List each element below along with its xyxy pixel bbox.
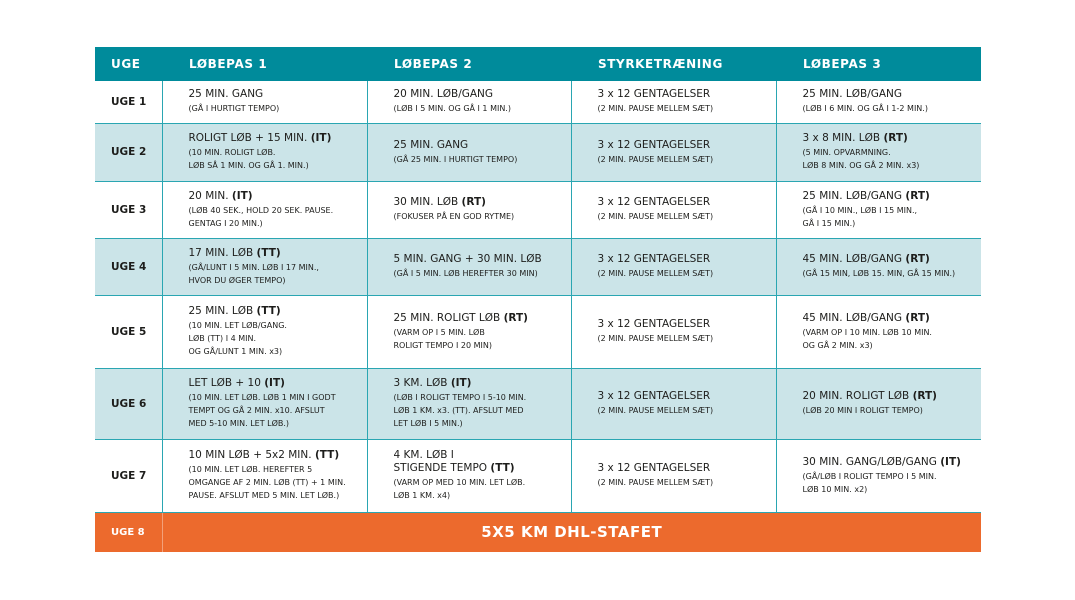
header-run-2: LØBEPAS 2 bbox=[394, 57, 473, 71]
workout-details: (GÅ 15 MIN, LØB 15. MIN, GÅ 15 MIN.) bbox=[802, 269, 956, 278]
workout-name: 30 MIN. LØB bbox=[393, 196, 459, 208]
workout-title bbox=[803, 390, 976, 403]
workout-title bbox=[189, 88, 361, 101]
week-label: UGE 1 bbox=[95, 81, 162, 123]
workout-details: (GÅ I 10 MIN., LØB I 15 MIN., GÅ I 15 MIN.) bbox=[802, 205, 918, 228]
workout-title bbox=[394, 196, 565, 209]
workout-title bbox=[803, 312, 976, 325]
workout-type-tag: (RT) bbox=[905, 189, 930, 202]
workout-details: (GÅ/LUNT I 5 MIN. LØB I 17 MIN., HVOR DU ØGER TEMPO) bbox=[188, 262, 319, 285]
workout-title bbox=[189, 377, 361, 390]
workout-type-tag: (RT) bbox=[503, 311, 528, 324]
workout-details: (2 MIN. PAUSE MELLEM SÆT) bbox=[597, 154, 714, 164]
cell-run-1 bbox=[162, 439, 367, 512]
week-label: UGE 4 bbox=[95, 238, 162, 295]
workout-details: (GÅ I HURTIGT TEMPO) bbox=[188, 104, 280, 114]
workout-title bbox=[394, 449, 565, 475]
workout-title bbox=[598, 390, 770, 403]
workout-name: 25 MIN. LØB/GANG bbox=[802, 88, 903, 101]
workout-name: ROLIGT LØB + 15 MIN. bbox=[188, 132, 308, 144]
table-row bbox=[95, 368, 981, 439]
workout-details: (2 MIN. PAUSE MELLEM SÆT) bbox=[597, 212, 714, 221]
workout-title bbox=[803, 132, 976, 145]
workout-name: 3 x 12 GENTAGELSER bbox=[597, 88, 711, 101]
table-row bbox=[95, 295, 981, 368]
workout-details: (2 MIN. PAUSE MELLEM SÆT) bbox=[597, 334, 714, 343]
workout-details: (LØB I 6 MIN. OG GÅ I 1-2 MIN.) bbox=[802, 104, 928, 114]
workout-title bbox=[803, 88, 976, 101]
cell-strength bbox=[571, 439, 776, 512]
workout-name: 3 x 12 GENTAGELSER bbox=[597, 196, 711, 208]
workout-name: LET LØB + 10 bbox=[188, 377, 261, 389]
cell-run-2 bbox=[367, 439, 571, 512]
week-label: UGE 7 bbox=[95, 439, 162, 512]
cell-run-1 bbox=[162, 295, 367, 368]
workout-type-tag: (IT) bbox=[310, 132, 332, 144]
workout-name: 17 MIN. LØB bbox=[188, 246, 254, 259]
workout-name: 3 x 12 GENTAGELSER bbox=[597, 390, 711, 402]
workout-details: (FOKUSER PÅ EN GOD RYTME) bbox=[393, 212, 515, 221]
workout-type-tag: (IT) bbox=[264, 377, 285, 389]
workout-details: (10 MIN. LET LØB/GANG. LØB (TT) I 4 MIN. OG GÅ/LUNT 1 MIN. x3) bbox=[188, 321, 287, 356]
header-strength: STYRKETRÆNING bbox=[598, 57, 723, 71]
cell-run-1 bbox=[162, 123, 367, 181]
workout-details: (2 MIN. PAUSE MELLEM SÆT) bbox=[597, 478, 714, 487]
workout-name: 25 MIN. LØB/GANG bbox=[802, 189, 903, 202]
workout-name: 4 KM. LØB I STIGENDE TEMPO bbox=[393, 449, 488, 474]
workout-title bbox=[803, 253, 976, 266]
workout-name: 3 x 12 GENTAGELSER bbox=[597, 462, 711, 474]
cell-run-1 bbox=[162, 81, 367, 123]
cell-run-1 bbox=[162, 181, 367, 238]
cell-run-3 bbox=[776, 368, 981, 439]
table-row bbox=[95, 81, 981, 123]
header-run-3: LØBEPAS 3 bbox=[803, 57, 882, 71]
cell-run-3 bbox=[776, 181, 981, 238]
final-week-row bbox=[95, 512, 981, 552]
cell-strength bbox=[571, 81, 776, 123]
workout-title bbox=[189, 449, 361, 462]
table-row bbox=[95, 123, 981, 181]
workout-title bbox=[394, 377, 565, 390]
workout-title bbox=[803, 190, 976, 203]
workout-name: 3 x 12 GENTAGELSER bbox=[597, 253, 711, 265]
cell-run-2 bbox=[367, 181, 571, 238]
workout-name: 45 MIN. LØB/GANG bbox=[802, 311, 903, 324]
cell-run-1 bbox=[162, 238, 367, 295]
workout-details: (GÅ/LØB I ROLIGT TEMPO I 5 MIN. LØB 10 MIN. x2) bbox=[802, 471, 937, 494]
workout-details: (LØB I 5 MIN. OG GÅ I 1 MIN.) bbox=[393, 104, 511, 114]
workout-details: (10 MIN. LET LØB. HEREFTER 5 OMGANGE AF 2 MIN. LØB (TT) + 1 MIN. PAUSE. AFSLUT MED 5 MIN. LET LØB.) bbox=[188, 465, 346, 500]
workout-title bbox=[598, 462, 770, 475]
workout-title bbox=[803, 456, 976, 469]
workout-details: (LØB 40 SEK., HOLD 20 SEK. PAUSE. GENTAG I 20 MIN.) bbox=[188, 205, 334, 228]
workout-name: 20 MIN. LØB/GANG bbox=[393, 88, 494, 101]
workout-title bbox=[189, 247, 361, 260]
week-label: UGE 6 bbox=[95, 368, 162, 439]
workout-title bbox=[189, 305, 361, 318]
table-row bbox=[95, 181, 981, 238]
workout-details: (VARM OP I 10 MIN. LØB 10 MIN. OG GÅ 2 MIN. x3) bbox=[802, 327, 932, 350]
workout-name: 20 MIN. ROLIGT LØB bbox=[802, 390, 910, 402]
workout-type-tag: (RT) bbox=[912, 390, 937, 402]
workout-name: 3 x 12 GENTAGELSER bbox=[597, 318, 711, 330]
workout-type-tag: (RT) bbox=[461, 196, 486, 208]
cell-strength bbox=[571, 368, 776, 439]
workout-name: 25 MIN. GANG bbox=[188, 88, 264, 101]
cell-strength bbox=[571, 295, 776, 368]
cell-run-1 bbox=[162, 368, 367, 439]
workout-details: (2 MIN. PAUSE MELLEM SÆT) bbox=[597, 104, 714, 114]
workout-title bbox=[394, 139, 565, 152]
workout-type-tag: (RT) bbox=[905, 253, 930, 265]
workout-title bbox=[598, 253, 770, 266]
cell-strength bbox=[571, 123, 776, 181]
workout-name: 20 MIN. bbox=[188, 189, 229, 202]
workout-name: 25 MIN. LØB bbox=[188, 305, 254, 317]
workout-type-tag: (TT) bbox=[314, 449, 340, 461]
workout-title bbox=[394, 88, 565, 101]
workout-type-tag: (TT) bbox=[490, 462, 515, 474]
workout-name: 5 MIN. GANG + 30 MIN. LØB bbox=[393, 253, 542, 265]
cell-run-2 bbox=[367, 81, 571, 123]
week-label: UGE 5 bbox=[95, 295, 162, 368]
workout-title bbox=[598, 196, 770, 209]
cell-run-2 bbox=[367, 238, 571, 295]
cell-run-2 bbox=[367, 295, 571, 368]
cell-strength bbox=[571, 181, 776, 238]
workout-details: (VARM OP I 5 MIN. LØB ROLIGT TEMPO I 20 MIN) bbox=[393, 327, 493, 350]
workout-title bbox=[394, 253, 565, 266]
cell-run-3 bbox=[776, 123, 981, 181]
workout-name: 10 MIN LØB + 5x2 MIN. bbox=[188, 449, 312, 461]
workout-details: (VARM OP MED 10 MIN. LET LØB. LØB 1 KM. x4) bbox=[393, 478, 526, 500]
table-row bbox=[95, 238, 981, 295]
workout-details: (2 MIN. PAUSE MELLEM SÆT) bbox=[597, 269, 714, 278]
cell-strength bbox=[571, 238, 776, 295]
workout-name: 3 x 8 MIN. LØB bbox=[802, 132, 881, 144]
workout-details: (GÅ 25 MIN. I HURTIGT TEMPO) bbox=[393, 154, 518, 164]
workout-details: (LØB 20 MIN I ROLIGT TEMPO) bbox=[802, 406, 923, 415]
table-header-row bbox=[95, 47, 981, 81]
week-label: UGE 2 bbox=[95, 123, 162, 181]
week-label: UGE 3 bbox=[95, 181, 162, 238]
workout-title bbox=[598, 318, 770, 331]
cell-run-3 bbox=[776, 81, 981, 123]
workout-details: (10 MIN. LET LØB. LØB 1 MIN I GODT TEMPT OG GÅ 2 MIN. x10. AFSLUT MED 5-10 MIN. LET LØB.) bbox=[188, 393, 336, 428]
workout-type-tag: (TT) bbox=[256, 305, 281, 317]
workout-title bbox=[598, 88, 770, 101]
workout-title bbox=[394, 312, 565, 325]
workout-name: 3 x 12 GENTAGELSER bbox=[597, 138, 711, 151]
workout-type-tag: (IT) bbox=[231, 189, 253, 202]
workout-name: 45 MIN. LØB/GANG bbox=[802, 253, 903, 265]
workout-name: 3 KM. LØB bbox=[393, 377, 448, 389]
workout-details: (5 MIN. OPVARMNING. LØB 8 MIN. OG GÅ 2 MIN. x3) bbox=[802, 148, 920, 170]
workout-type-tag: (TT) bbox=[256, 246, 281, 259]
workout-details: (2 MIN. PAUSE MELLEM SÆT) bbox=[597, 406, 714, 415]
week-label: UGE 8 bbox=[95, 512, 162, 552]
workout-type-tag: (RT) bbox=[883, 132, 908, 144]
cell-run-2 bbox=[367, 368, 571, 439]
workout-details: (GÅ I 5 MIN. LØB HEREFTER 30 MIN) bbox=[393, 269, 538, 278]
cell-run-3 bbox=[776, 295, 981, 368]
workout-name: 30 MIN. GANG/LØB/GANG bbox=[802, 455, 937, 468]
table-row bbox=[95, 439, 981, 512]
training-plan-table bbox=[95, 47, 981, 552]
workout-details: (10 MIN. ROLIGT LØB. LØB SÅ 1 MIN. OG GÅ 1. MIN.) bbox=[188, 148, 309, 170]
workout-title bbox=[189, 132, 361, 145]
workout-type-tag: (IT) bbox=[450, 377, 472, 389]
cell-run-3 bbox=[776, 238, 981, 295]
workout-details: (LØB I ROLIGT TEMPO I 5-10 MIN. LØB 1 KM. x3. (TT). AFSLUT MED LET LØB I 5 MIN.) bbox=[393, 393, 527, 428]
cell-run-2 bbox=[367, 123, 571, 181]
workout-title bbox=[189, 190, 361, 203]
workout-type-tag: (IT) bbox=[940, 455, 961, 468]
header-week: UGE bbox=[111, 57, 141, 71]
workout-name: 25 MIN. ROLIGT LØB bbox=[393, 311, 501, 324]
cell-run-3 bbox=[776, 439, 981, 512]
relay-event-banner: 5X5 KM DHL-STAFET bbox=[162, 512, 981, 552]
workout-title bbox=[598, 139, 770, 152]
workout-name: 25 MIN. GANG bbox=[393, 138, 469, 151]
header-run-1: LØBEPAS 1 bbox=[189, 57, 268, 71]
workout-type-tag: (RT) bbox=[905, 311, 930, 324]
